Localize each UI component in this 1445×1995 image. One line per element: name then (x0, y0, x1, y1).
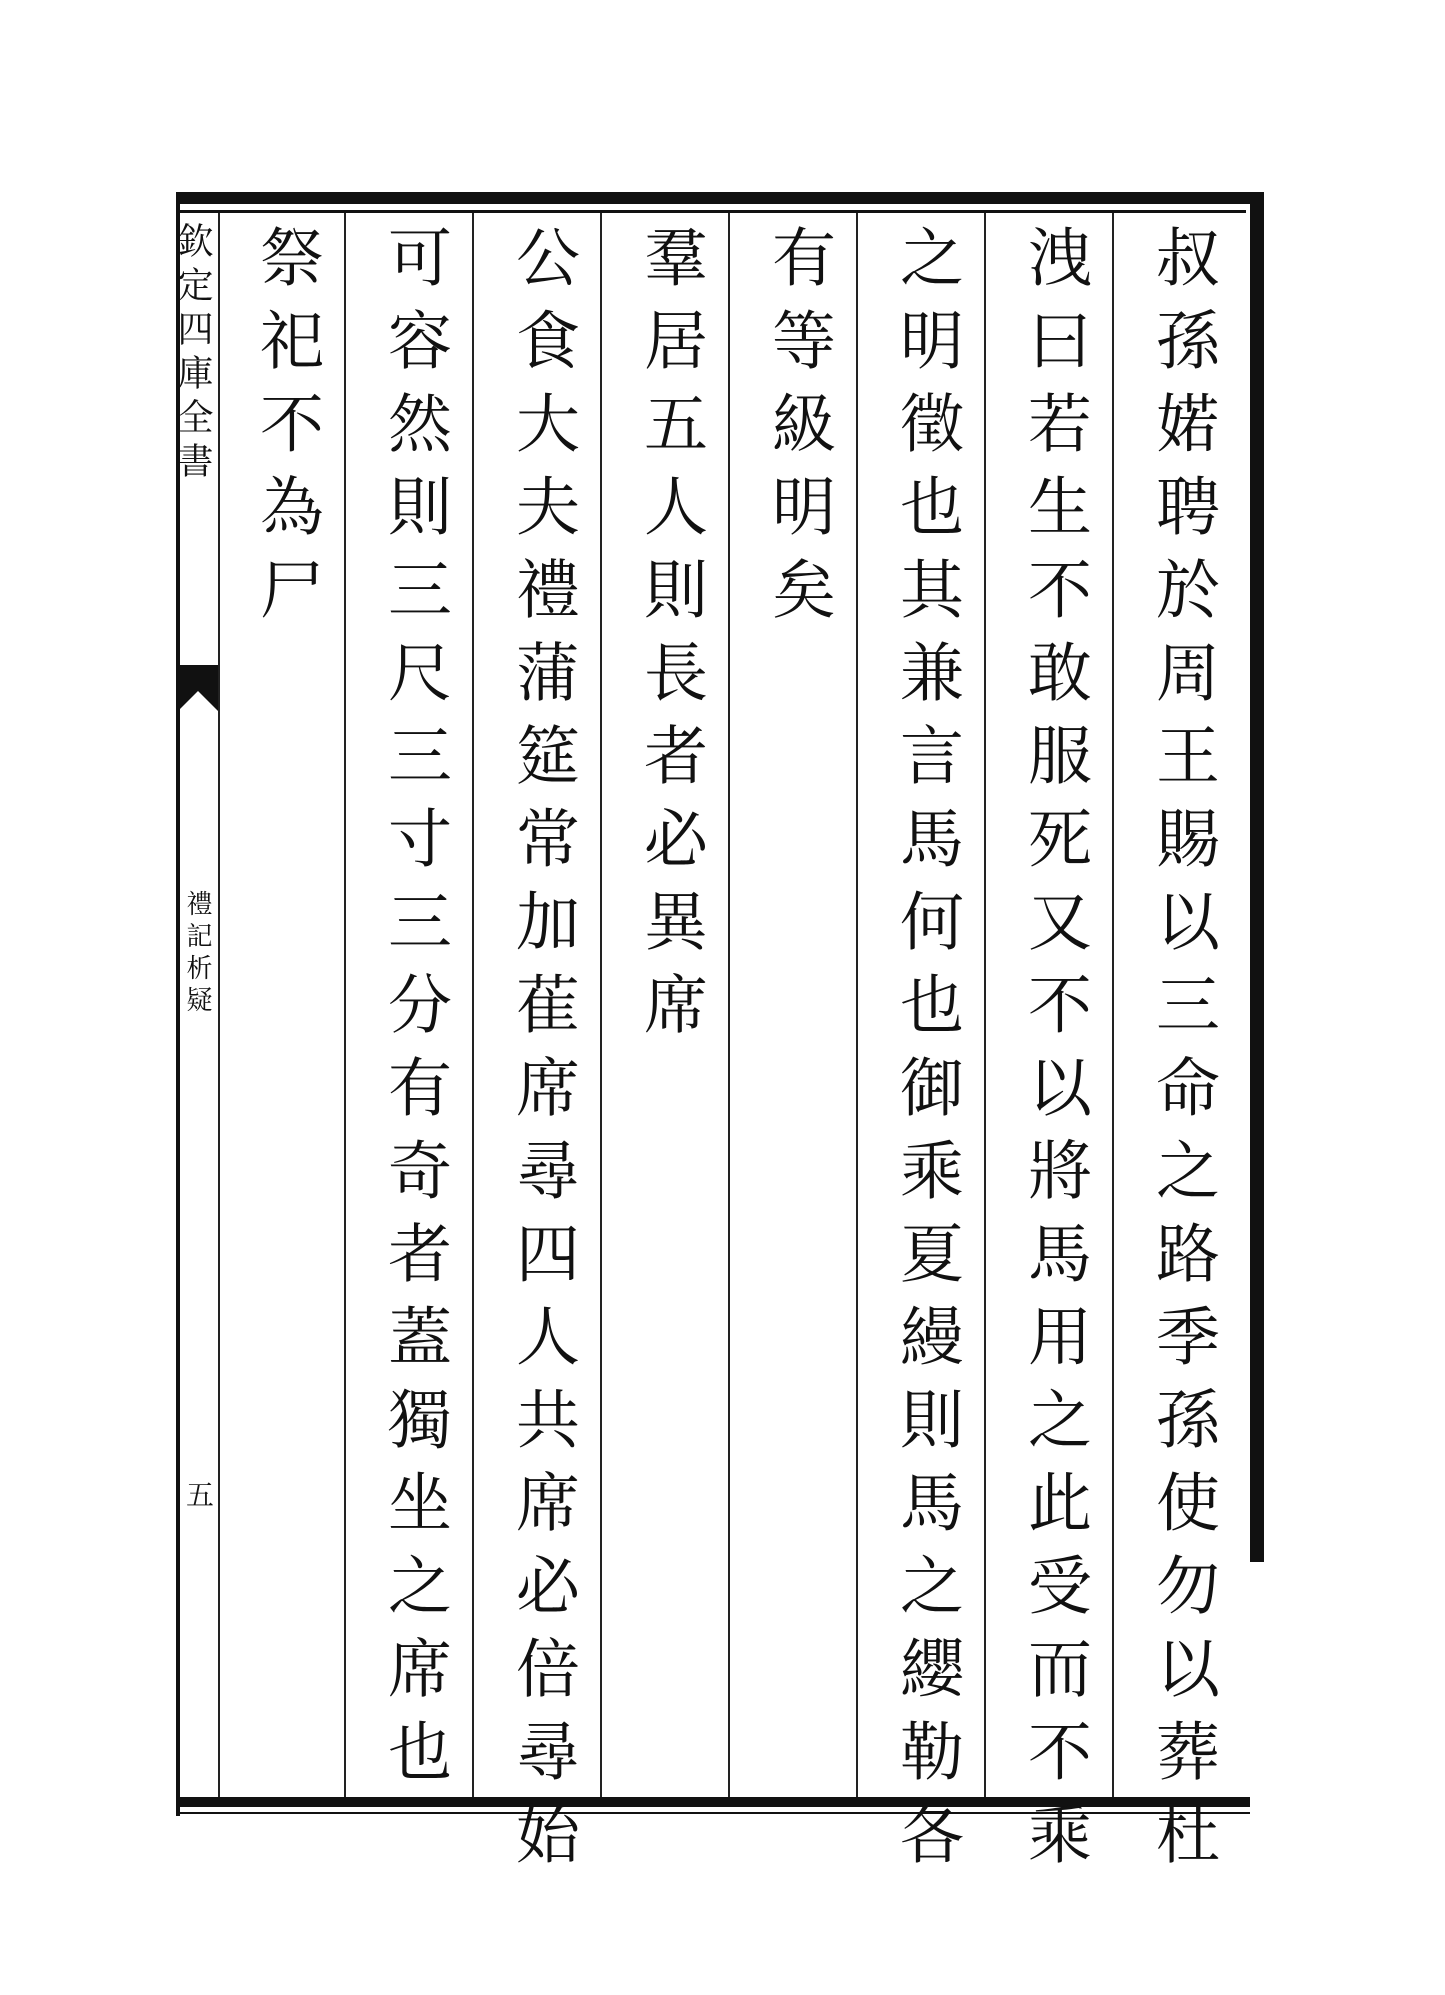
column-rule (984, 213, 986, 1797)
fish-tail-mark-icon (178, 665, 218, 715)
text-column-4: 有等級明矣 (761, 224, 835, 639)
margin-book-title: 禮記析疑 (182, 890, 212, 1018)
margin-rule (218, 213, 220, 1797)
text-column-8: 祭祀不為尸 (249, 224, 323, 639)
margin-collection-title: 欽定四庫全書 (172, 222, 213, 486)
column-rule (856, 213, 858, 1797)
column-rule (600, 213, 602, 1797)
text-column-5: 羣居五人則長者必異席 (633, 224, 707, 1054)
text-column-3: 之明徵也其兼言馬何也御乘夏縵則馬之纓勒各 (889, 224, 963, 1884)
column-rule (344, 213, 346, 1797)
margin-page-number: 五 (182, 1480, 215, 1508)
text-column-2: 洩曰若生不敢服死又不以將馬用之此受而不乘 (1017, 224, 1091, 1884)
column-rule (728, 213, 730, 1797)
column-rule (1112, 213, 1114, 1797)
column-rule (472, 213, 474, 1797)
text-column-1: 叔孫婼聘於周王賜以三命之路季孫使勿以葬杜 (1145, 224, 1219, 1884)
text-column-7: 可容然則三尺三寸三分有奇者蓋獨坐之席也 (377, 224, 451, 1801)
text-column-6: 公食大夫禮蒲筵常加萑席尋四人共席必倍尋始 (505, 224, 579, 1884)
